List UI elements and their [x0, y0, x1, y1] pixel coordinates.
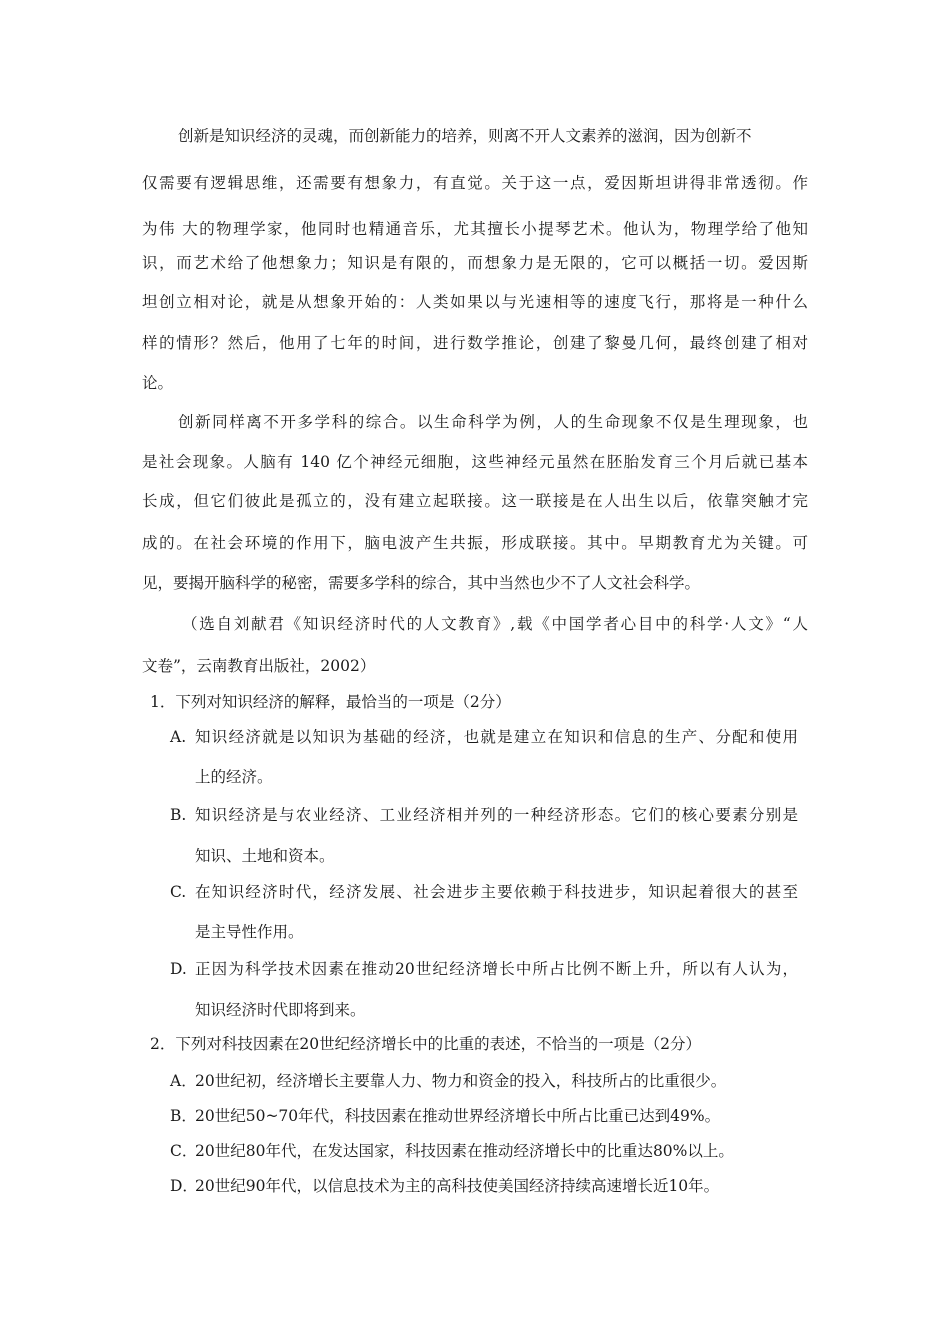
text-line: 是社会现象。人脑有 140 亿个神经元细胞，这些神经元虽然在胚胎发育三个月后就已基本 — [142, 453, 808, 471]
text-line: 论。 — [142, 374, 174, 392]
option-letter: B. — [170, 806, 187, 824]
option-text: 20世纪50~70年代，科技因素在推动世界经济增长中所占比重已达到49%。 — [195, 1107, 721, 1125]
text-line: 仅需要有逻辑思维，还需要有想象力，有直觉。关于这一点，爱因斯坦讲得非常透彻。作 — [142, 174, 808, 192]
question-stem: 1．下列对知识经济的解释，最恰当的一项是（2分） — [150, 693, 511, 711]
option-letter: C． — [170, 1142, 198, 1160]
option-text: 知识经济是与农业经济、工业经济相并列的一种经济形态。它们的核心要素分别是 — [195, 806, 798, 824]
text-line: 创新是知识经济的灵魂，而创新能力的培养，则离不开人文素养的滋润，因为创新不 — [178, 127, 752, 145]
text-line: 成的。在社会环境的作用下，脑电波产生共振，形成联接。其中。早期教育尤为关键。可 — [142, 534, 808, 552]
text-line: 样的情形？然后，他用了七年的时间，进行数学推论，创建了黎曼几何，最终创建了相对 — [142, 334, 808, 352]
option-letter: C. — [170, 883, 187, 901]
option-text: 上的经济。 — [195, 768, 273, 786]
option-letter: D． — [170, 1177, 198, 1195]
text-line: 长成，但它们彼此是孤立的，没有建立起联接。这一联接是在人出生以后，依靠突触才完 — [142, 492, 808, 510]
option-letter: A． — [170, 1072, 197, 1090]
option-letter: B． — [170, 1107, 197, 1125]
option-text: 20世纪90年代，以信息技术为主的高科技使美国经济持续高速增长近10年。 — [195, 1177, 720, 1195]
option-letter: A. — [170, 728, 187, 746]
text-line: 创新同样离不开多学科的综合。以生命科学为例，人的生命现象不仅是生理现象，也 — [178, 413, 808, 431]
option-text: 知识、土地和资本。 — [195, 847, 335, 865]
option-text: 20世纪80年代，在发达国家，科技因素在推动经济增长中的比重达80%以上。 — [195, 1142, 734, 1160]
text-line: 识，而艺术给了他想象力；知识是有限的，而想象力是无限的，它可以概括一切。爱因斯 — [142, 254, 808, 272]
text-line: 坦创立相对论，就是从想象开始的：人类如果以与光速相等的速度飞行，那将是一种什么 — [142, 293, 808, 311]
option-text: 是主导性作用。 — [195, 923, 304, 941]
question-stem: 2．下列对科技因素在20世纪经济增长中的比重的表述，不恰当的一项是（2分） — [150, 1035, 701, 1053]
option-text: 正因为科学技术因素在推动20世纪经济增长中所占比例不断上升，所以有人认为， — [195, 960, 798, 978]
option-text: 知识经济时代即将到来。 — [195, 1001, 366, 1019]
text-line: 见，要揭开脑科学的秘密，需要多学科的综合，其中当然也少不了人文社会科学。 — [142, 574, 701, 592]
option-letter: D. — [170, 960, 187, 978]
text-line: 文卷”，云南教育出版社，2002） — [142, 657, 376, 675]
text-line: 为伟 大的物理学家，他同时也精通音乐，尤其擅长小提琴艺术。他认为，物理学给了他知 — [142, 220, 808, 238]
text-line: （选自刘献君《知识经济时代的人文教育》,载《中国学者心目中的科学·人文》“人 — [182, 615, 808, 633]
option-text: 知识经济就是以知识为基础的经济，也就是建立在知识和信息的生产、分配和使用 — [195, 728, 798, 746]
option-text: 在知识经济时代，经济发展、社会进步主要依赖于科技进步，知识起着很大的甚至 — [195, 883, 798, 901]
option-text: 20世纪初，经济增长主要靠人力、物力和资金的投入，科技所占的比重很少。 — [195, 1072, 727, 1090]
